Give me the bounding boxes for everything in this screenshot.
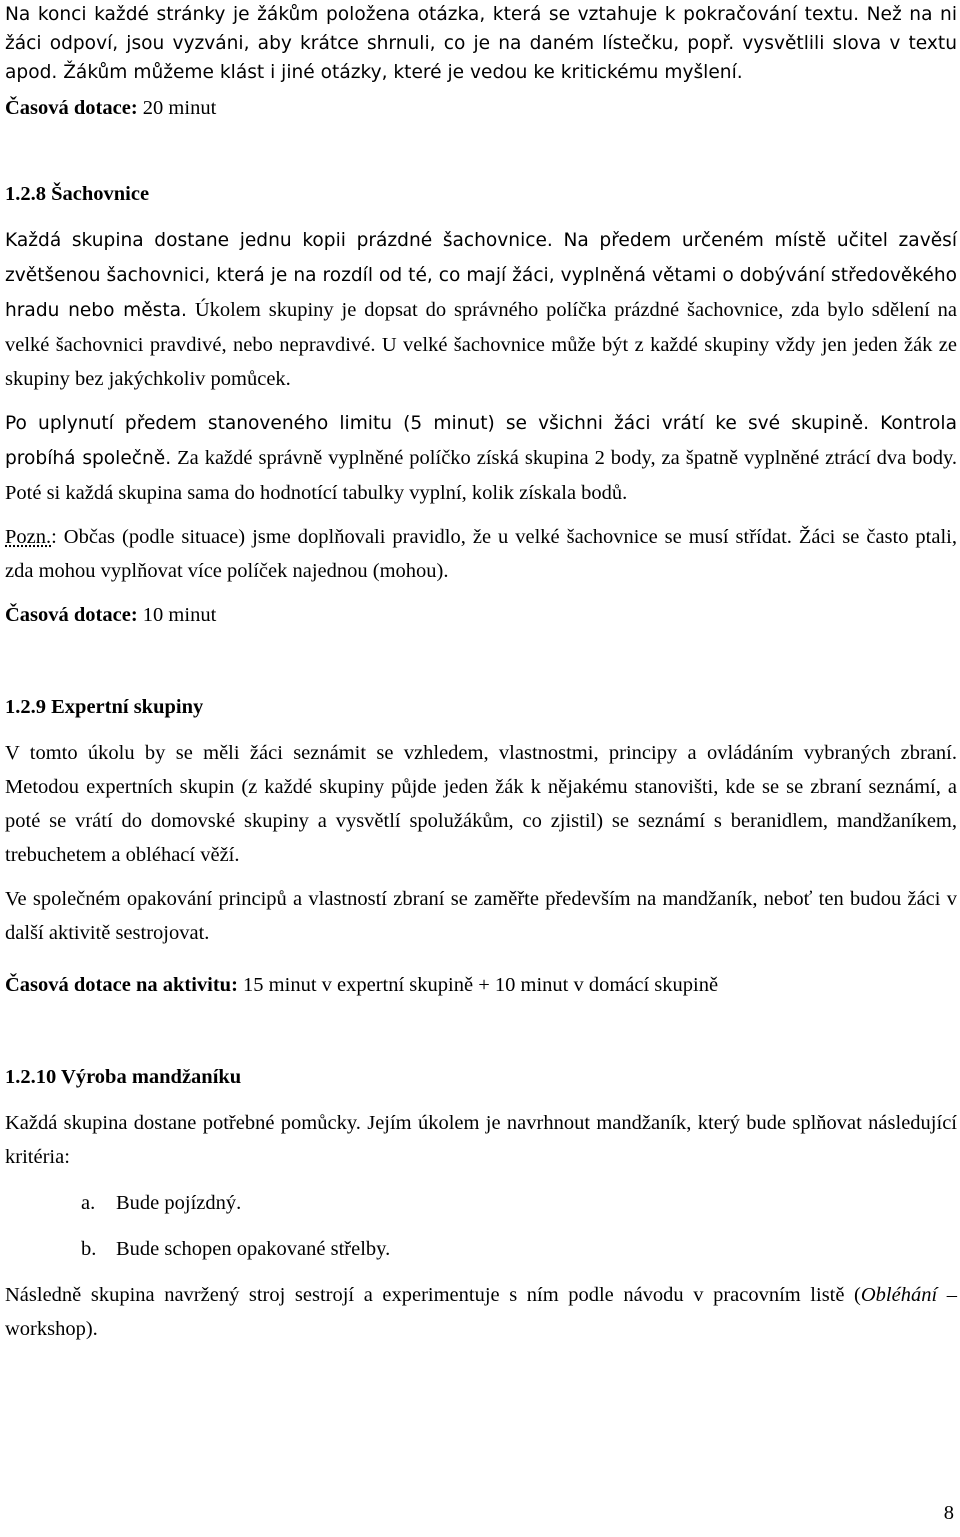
list-item bbox=[81, 1232, 957, 1266]
experts-text-2: Ve společném opakování principů a vlastností zbraní se zaměřte především na mandžaník, neboť ten budou žáci v další aktivitě sestrojovat. bbox=[5, 888, 957, 944]
mangonel-text-2a: Následně skupina navržený stroj sestrojí a experimentuje s ním podle návodu v pracovním listě ( bbox=[5, 1284, 861, 1306]
section-heading-1-2-9 bbox=[5, 690, 957, 724]
time-label: Časová dotace: bbox=[5, 604, 138, 626]
mangonel-paragraph-2 bbox=[5, 1278, 957, 1346]
experts-paragraph-2 bbox=[5, 882, 957, 950]
time-value: 20 minut bbox=[137, 97, 217, 119]
section-title: Expertní skupiny bbox=[51, 696, 204, 718]
chessboard-note bbox=[5, 520, 957, 588]
section-number: 1.2.10 bbox=[5, 1066, 57, 1088]
time-value: 15 minut v expertní skupině + 10 minut v domácí skupině bbox=[237, 974, 719, 996]
section-title: Výroba mandžaníku bbox=[61, 1066, 242, 1088]
chessboard-text-sans-2: Po uplynutí předem stanoveného limitu (5 minut) se všichni žáci vrátí ke své skupině. Kontrola probíhá společně. bbox=[5, 413, 957, 469]
time-label: Časová dotace: bbox=[5, 97, 138, 119]
section-heading-1-2-10 bbox=[5, 1060, 957, 1094]
mangonel-text-2b: – workshop). bbox=[5, 1284, 957, 1340]
criteria-list bbox=[5, 1186, 957, 1266]
intro-paragraph bbox=[5, 0, 957, 87]
intro-text: Na konci každé stránky je žákům položena otázka, která se vztahuje k pokračování textu. Než na ni žáci odpoví, jsou vyzváni, aby krátce shrnuli, co je na daném lístečku, popř. vysvětlili slova v textu apod. Žákům můžeme klást i jiné otázky, které je vedou ke kritickému myšlení. bbox=[5, 4, 957, 83]
mangonel-text-1: Každá skupina dostane potřebné pomůcky. Jejím úkolem je navrhnout mandžaník, který bude splňovat následující kritéria: bbox=[5, 1112, 957, 1168]
list-marker: b. bbox=[81, 1238, 97, 1260]
note-label: Pozn. bbox=[5, 526, 52, 548]
chessboard-text-serif: Úkolem skupiny je dopsat do správného políčka prázdné šachovnice, zda bylo sdělení na velké šachovnici pravdivé, nebo nepravdivé. U velké šachovnice může být z každé skupiny vždy jen jeden žák ze skupiny bez jakýchkoliv pomůcek. bbox=[5, 299, 958, 390]
chessboard-time-allocation bbox=[5, 598, 957, 632]
page-number: 8 bbox=[943, 1502, 954, 1524]
experts-text-1: V tomto úkolu by se měli žáci seznámit se vzhledem, vlastnostmi, principy a ovládáním vybraných zbraní. Metodou expertních skupin (z každé skupiny půjde jeden žák k nějakému stanovišti, kde se se zbraní seznámí, a poté se vrátí do domovské skupiny a vysvětlí spolužákům, co zjistil) se seznámí s beranidlem, mandžaníkem, trebuchetem a obléhací věží. bbox=[5, 742, 957, 866]
section-heading-1-2-8 bbox=[5, 177, 957, 211]
chessboard-text-sans: Každá skupina dostane jednu kopii prázdné šachovnice. Na předem určeném místě učitel zavěsí zvětšenou šachovnici, která je na rozdíl od té, co mají žáci, vyplněná větami o dobývání středověkého hradu nebo města. bbox=[5, 230, 957, 321]
list-marker: a. bbox=[81, 1192, 96, 1214]
intro-time-allocation bbox=[5, 91, 957, 125]
chessboard-paragraph-2 bbox=[5, 406, 957, 510]
mangonel-paragraph-1 bbox=[5, 1106, 957, 1174]
list-item bbox=[81, 1186, 957, 1220]
time-label: Časová dotace na aktivitu: bbox=[5, 974, 238, 996]
experts-time-allocation bbox=[5, 968, 957, 1002]
list-item-text: Bude pojízdný. bbox=[116, 1192, 242, 1214]
section-number: 1.2.8 bbox=[5, 183, 46, 205]
section-title: Šachovnice bbox=[51, 183, 150, 205]
list-item-text: Bude schopen opakované střelby. bbox=[116, 1238, 391, 1260]
note-text: : Občas (podle situace) jsme doplňovali pravidlo, že u velké šachovnice se musí střídat. Žáci se často ptali, zda mohou vyplňovat více políček najednou (mohou). bbox=[5, 526, 957, 582]
chessboard-text-serif-2: Za každé správně vyplněné políčko získá skupina 2 body, za špatně vyplněné ztrácí dva body. Poté si každá skupina sama do hodnotící tabulky vyplní, kolik získala bodů. bbox=[5, 447, 958, 504]
chessboard-paragraph-1 bbox=[5, 223, 957, 396]
worksheet-title: Obléhání bbox=[860, 1284, 938, 1306]
document-page bbox=[5, 0, 957, 1346]
section-number: 1.2.9 bbox=[5, 696, 46, 718]
experts-paragraph-1 bbox=[5, 736, 957, 872]
time-value: 10 minut bbox=[137, 604, 217, 626]
